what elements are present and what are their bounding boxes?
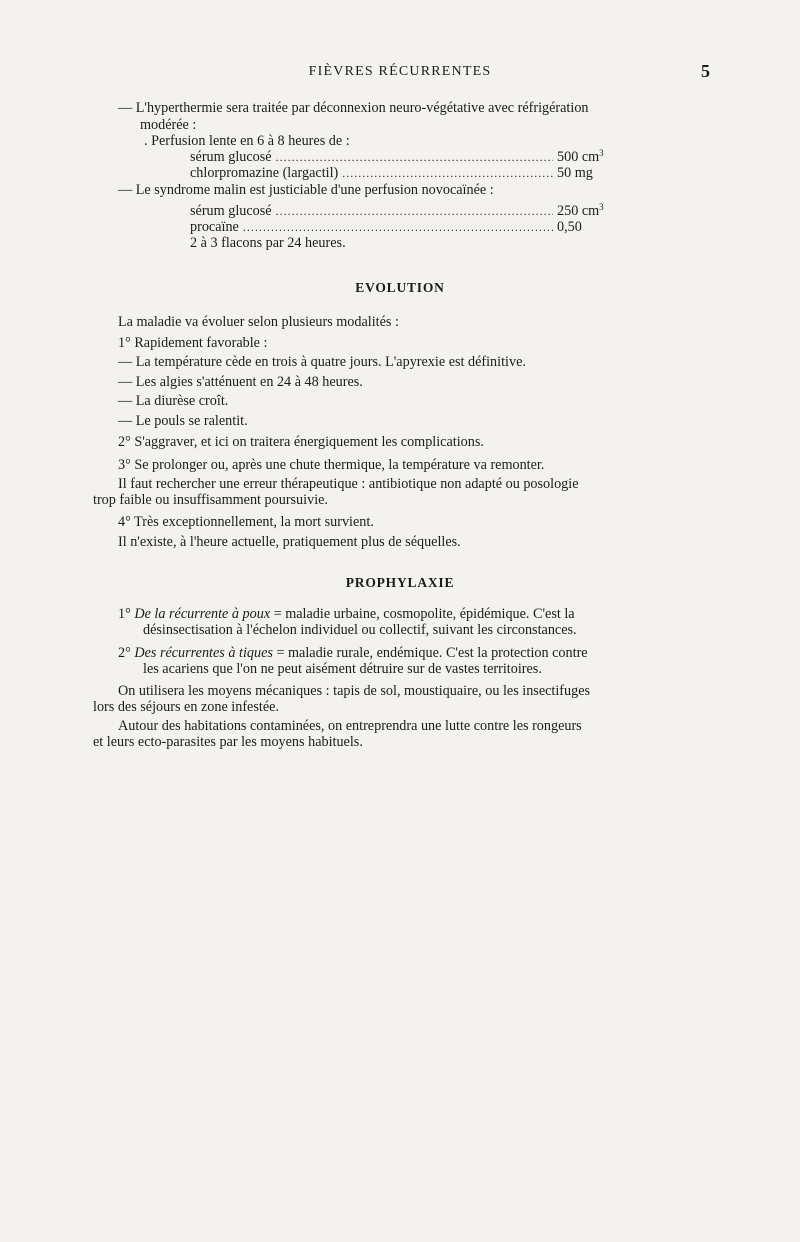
modality-4: 4° Très exceptionnellement, la mort survient. — [118, 514, 374, 530]
novocaine-item-procaine — [190, 219, 610, 236]
malignant-syndrome-line: — Le syndrome malin est justiciable d'une perfusion novocaïnée : — [118, 182, 494, 198]
item-label: sérum glucosé — [190, 203, 272, 219]
prophylaxis-item-1-line-2: désinsectisation à l'échelon individuel ou collectif, suivant les circonstances. — [143, 622, 577, 638]
modality-3: 3° Se prolonger ou, après une chute thermique, la température va remonter. — [118, 457, 545, 473]
evolution-intro: La maladie va évoluer selon plusieurs modalités : — [118, 314, 399, 330]
section-title-prophylaxie: PROPHYLAXIE — [345, 575, 455, 590]
perfusion-item-chlorpromazine — [190, 165, 610, 182]
modality-1-item: — La température cède en trois à quatre jours. L'apyrexie est définitive. — [118, 354, 526, 370]
modality-1: 1° Rapidement favorable : — [118, 335, 268, 351]
prophylaxis-item-2 — [118, 645, 588, 662]
mechanical-means-line-2: lors des séjours en zone infestée. — [93, 699, 279, 715]
item-heading: Des récurrentes à tiques — [134, 645, 273, 661]
modality-1-item: — La diurèse croît. — [118, 393, 229, 409]
prophylaxis-item-2-line-2: les acariens que l'on ne peut aisément détruire sur de vastes territoires. — [143, 661, 542, 677]
item-value: 50 mg — [557, 165, 593, 181]
sequelae-line: Il n'existe, à l'heure actuelle, pratiquement plus de séquelles. — [118, 534, 461, 550]
item-text: = maladie urbaine, cosmopolite, épidémique. C'est la — [270, 606, 575, 622]
flacons-line: 2 à 3 flacons par 24 heures. — [190, 235, 346, 251]
item-text: = maladie rurale, endémique. C'est la protection contre — [272, 645, 588, 661]
therapeutic-error-line-1: Il faut rechercher une erreur thérapeutique : antibiotique non adapté ou posologie — [118, 476, 579, 492]
hyperthermia-line-1: — L'hyperthermie sera traitée par déconnexion neuro-végétative avec réfrigération — [118, 100, 589, 116]
perfusion-intro: . Perfusion lente en 6 à 8 heures de : — [144, 133, 350, 149]
item-label: chlorpromazine (largactil) — [190, 165, 339, 181]
item-number: 1° — [118, 606, 131, 622]
modality-1-item: — Les algies s'atténuent en 24 à 48 heures. — [118, 374, 363, 390]
dot-leader — [276, 150, 553, 165]
dot-leader — [276, 204, 553, 219]
novocaine-item-serum — [190, 203, 610, 220]
dot-leader — [243, 220, 553, 235]
item-label: sérum glucosé — [190, 149, 272, 165]
rodent-control-line-2: et leurs ecto-parasites par les moyens habituels. — [93, 734, 363, 750]
modality-1-item: — Le pouls se ralentit. — [118, 413, 248, 429]
item-heading: De la récurrente à poux — [134, 606, 271, 622]
dot-leader — [342, 166, 553, 181]
section-title-evolution: EVOLUTION — [355, 280, 445, 295]
item-value: 250 $cm^3$ — [557, 202, 604, 219]
item-label: procaïne — [190, 219, 239, 235]
item-number: 2° — [118, 645, 131, 661]
hyperthermia-line-2: modérée : — [140, 117, 197, 133]
modality-2: 2° S'aggraver, et ici on traitera énergiquement les complications. — [118, 434, 484, 450]
mechanical-means-line-1: On utilisera les moyens mécaniques : tapis de sol, moustiquaire, ou les insectifuges — [118, 683, 591, 699]
page-number: 5 — [701, 61, 710, 81]
item-value: 500 $cm^3$ — [557, 148, 604, 165]
item-value: 0,50 — [557, 219, 582, 235]
prophylaxis-item-1 — [118, 606, 575, 623]
rodent-control-line-1: Autour des habitations contaminées, on entreprendra une lutte contre les rongeurs — [118, 718, 582, 734]
running-title: FIÈVRES RÉCURRENTES — [308, 64, 492, 79]
therapeutic-error-line-2: trop faible ou insuffisamment poursuivie. — [93, 492, 328, 508]
perfusion-item-serum — [190, 149, 610, 166]
